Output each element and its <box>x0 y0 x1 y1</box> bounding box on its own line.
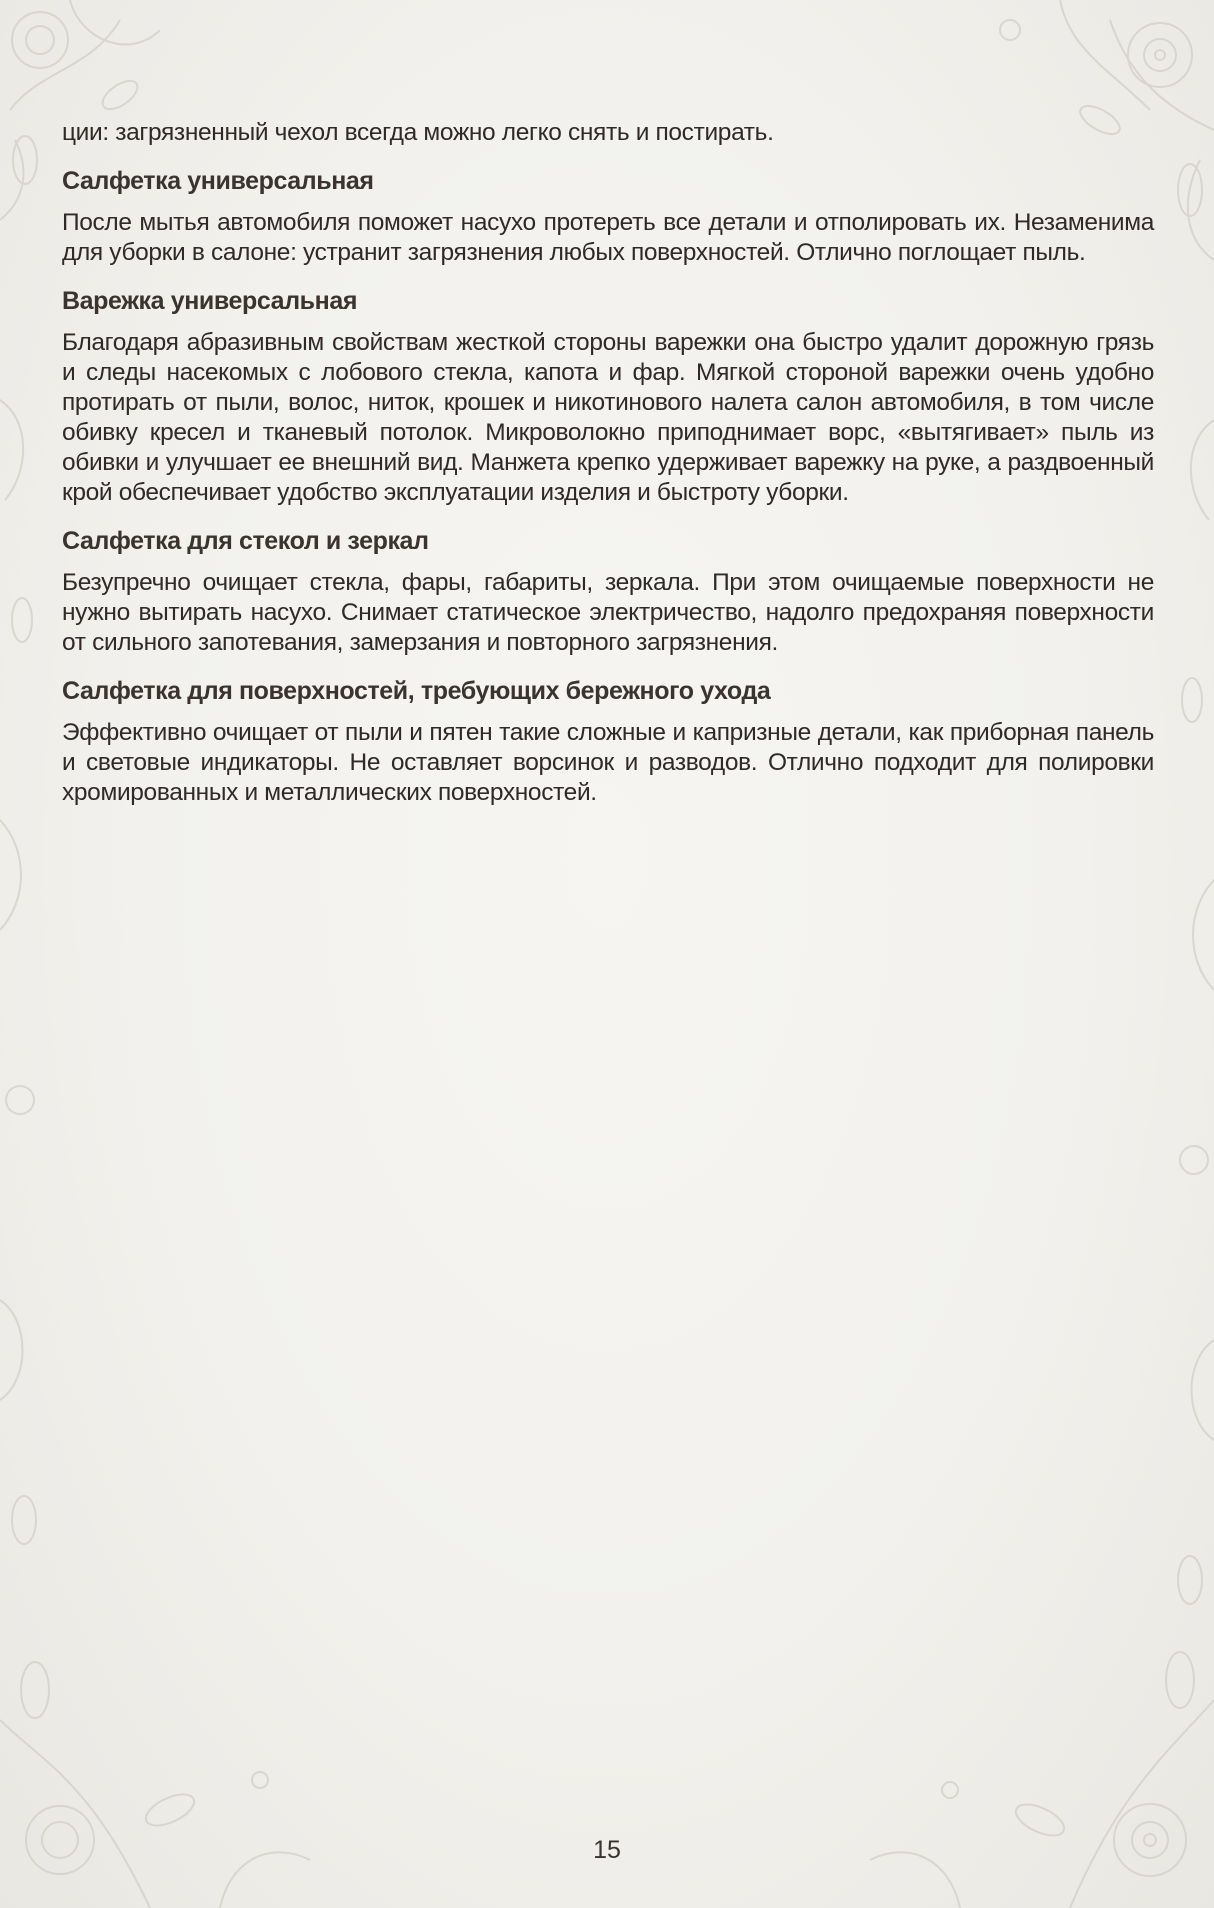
section-heading-delicate-cloth: Салфетка для поверхностей, требующих бережного ухода <box>62 677 771 705</box>
section-body-delicate-cloth: Эффективно очищает от пыли и пятен такие сложные и капризные детали, как приборная панель и световые индикаторы. Не оставляет ворсинок и разводов. Отлично подходит для полировки хромированных и металлических поверхностей. <box>62 719 1154 806</box>
continuation-paragraph: ции: загрязненный чехол всегда можно легко снять и постирать. <box>62 119 774 146</box>
page-number: 15 <box>593 1836 621 1864</box>
section-heading-universal-cloth: Салфетка универсальная <box>62 167 374 195</box>
text-body <box>62 118 1154 808</box>
section-body-universal-mitten: Благодаря абразивным свойствам жесткой стороны варежки она быстро удалит дорожную грязь и следы насекомых с лобового стекла, капота и фар. Мягкой стороной варежки очень удобно протирать от пыли, волос, ниток, крошек и никотинового налета салон автомобиля, в том числе обивку кресел и тканевый потолок. Микроволокно приподнимает ворс, «вытягивает» пыль из обивки и улучшает ее внешний вид. Манжета крепко удерживает варежку на руке, а раздвоенный крой обеспечивает удобство эксплуатации изделия и быстроту уборки. <box>62 329 1154 506</box>
section-heading-glass-cloth: Салфетка для стекол и зеркал <box>62 527 429 555</box>
section-heading-universal-mitten: Варежка универсальная <box>62 287 358 315</box>
section-body-glass-cloth: Безупречно очищает стекла, фары, габариты, зеркала. При этом очищаемые поверхности не нужно вытирать насухо. Снимает статическое электричество, надолго предохраняя поверхности от сильного запотевания, замерзания и повторного загрязнения. <box>62 569 1154 656</box>
section-body-universal-cloth: После мытья автомобиля поможет насухо протереть все детали и отполировать их. Незаменима для уборки в салоне: устранит загрязнения любых поверхностей. Отлично поглощает пыль. <box>62 209 1154 266</box>
